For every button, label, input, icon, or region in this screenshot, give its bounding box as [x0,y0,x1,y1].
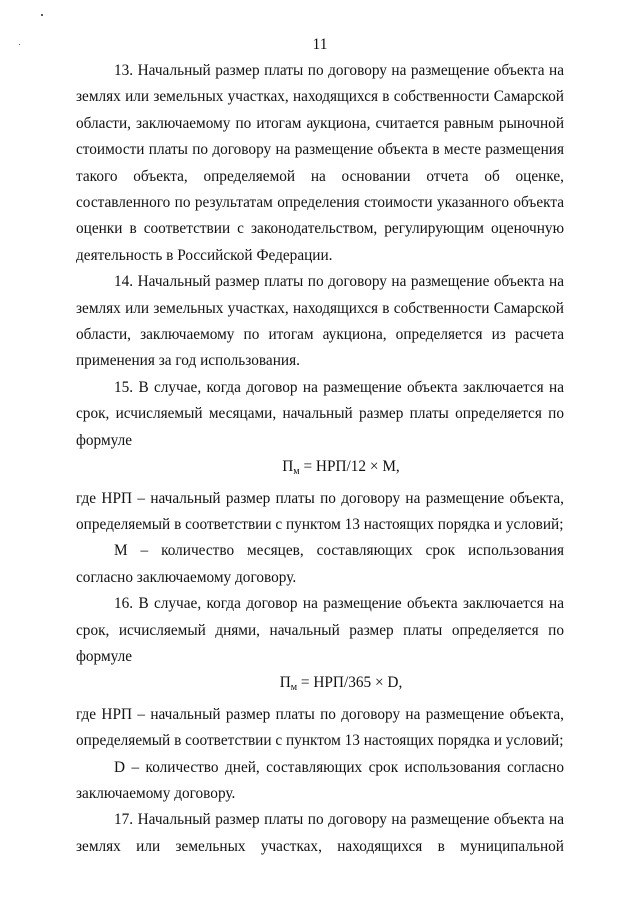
formula-monthly [76,454,564,485]
formula-expression: = НРП/12 × М, [299,458,400,476]
formula-subscript: м [293,466,300,478]
page-number: 11 [312,36,328,53]
paragraph-15-where: где НРП – начальный размер платы по договору на размещение объекта, определяемый в соответствии с пунктом 13 настоящих порядка и условий; [76,489,564,533]
paragraph-16-days: D – количество дней, составляющих срок использования согласно заключаемому договору. [76,758,564,802]
formula-daily [76,670,564,701]
paragraph-15: 15. В случае, когда договор на размещение объекта заключается на срок, исчисляемый месяцами, начальный размер платы определяется по формуле [76,378,564,449]
paragraph-16-where: где НРП – начальный размер платы по договору на размещение объекта, определяемый в соответствии с пунктом 13 настоящих порядка и условий; [76,705,564,750]
scan-speck [41,14,43,16]
paragraph-15-months: М – количество месяцев, составляющих срок использования согласно заключаемому договору. [76,542,564,586]
paragraph-17: 17. Начальный размер платы по договору на размещение объекта на землях или земельных участках, находящихся в муниципальной [76,811,564,855]
formula-subscript: м [290,682,298,694]
formula-symbol: П [282,458,294,476]
document-body [76,58,564,860]
paragraph-16: 16. В случае, когда договор на размещение объекта заключается на срок, исчисляемый днями, начальный размер платы определяется по формуле [76,595,564,665]
formula-symbol: П [279,674,291,692]
paragraph-14: 14. Начальный размер платы по договору на размещение объекта на землях или земельных участках, находящихся в собственности Самарской области, заключаемому по итогам аукциона, определяется из расчета применения за год использования. [76,273,564,370]
paragraph-13: 13. Начальный размер платы по договору на размещение объекта на землях или земельных участках, находящихся в собственности Самарской области, заключаемому по итогам аукциона, считается равным рыночной стоимости платы по договору на размещение объекта в месте размещения такого объекта, определяемой на основании отчета об оценке, составленного по результатам определения стоимости указанного объекта оценки в соответствии с законодательством, регулирующим оценочную деятельность в Российской Федерации. [76,62,564,264]
formula-expression: = НРП/365 × D, [297,674,403,692]
